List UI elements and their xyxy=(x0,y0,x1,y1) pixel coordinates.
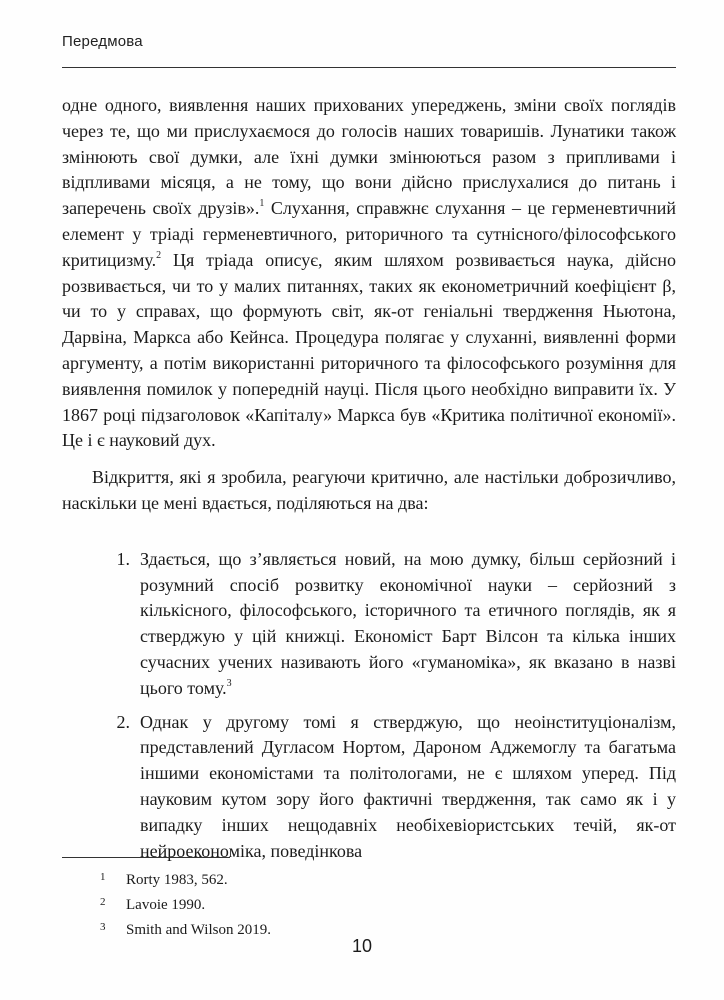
footnote-mark: 2 xyxy=(100,896,106,908)
list-item-number: 1. xyxy=(116,548,130,569)
footnote-text: Smith and Wilson 2019. xyxy=(126,922,271,938)
list-item xyxy=(62,710,676,865)
footnote-rule xyxy=(62,857,230,858)
list-item xyxy=(62,547,676,702)
body-text xyxy=(62,93,676,872)
page-number: 10 xyxy=(351,936,373,956)
footnote-ref-3[interactable]: 3 xyxy=(226,677,232,689)
list-item-body: Однак у другому томі я стверджую, що неоінституціоналізм, представлений Дугласом Нортом, Дароном Аджемоглу та багатьма іншими економістами та політологами, не є шляхом уперед. Під науковим кутом зору його фактичні твердження, так само як і у випадку інших нещодавніх необіхевіористських течій, як-от нейроекономіка, поведінкова xyxy=(140,711,676,861)
list-item-text xyxy=(140,710,676,865)
list-item-body: Здається, що з’являється новий, на мою думку, більш серйозний і розумний спосіб розвитку економічної науки – серйозний з кількісного, філософського, історичного та етичного поглядів, як я стверджую у цій книжці. Економіст Барт Вілсон та кілька інших сучасних учених називають його «гуманоміка», як вказано в назві цього тому. xyxy=(140,548,676,698)
footnote-ref-2[interactable]: 2 xyxy=(156,249,162,261)
numbered-list xyxy=(62,547,676,865)
footnotes xyxy=(100,868,271,943)
paragraph-1 xyxy=(62,93,676,454)
running-header: Передмова xyxy=(62,33,143,50)
footnote-ref-1[interactable]: 1 xyxy=(259,198,265,210)
header-rule xyxy=(62,67,676,68)
paragraph-1-part-b: Слухання, справжнє слухання – це герменевтичний елемент у тріаді герменевтичного, риторичного та сутнісного/філософського критицизму. xyxy=(62,198,676,270)
paragraph-2: Відкриття, які я зробила, реагуючи критично, але настільки доброзичливо, наскільки це мені вдається, поділяються на два: xyxy=(62,467,676,513)
footnote-text: Lavoie 1990. xyxy=(126,897,206,913)
paragraph-1-part-a: одне одного, виявлення наших прихованих упереджень, зміни своїх поглядів через те, що ми прислухаємося до голосів наших товаришів. Лунатики також змінюють свої думки, але їхні думки змінюються разом з припливами і відпливами місяця, а не тому, що вони дійсно прислухалися до питань і заперечень своїх друзів». xyxy=(62,95,676,219)
list-item-number: 2. xyxy=(116,711,130,732)
list-item-text xyxy=(140,547,676,702)
footnote-mark: 1 xyxy=(100,871,106,883)
paragraph-1-part-c: Ця тріада описує, яким шляхом розвивається наука, дійсно розвивається, чи то у малих питаннях, таких як економетричний коефіцієнт β, чи то у справах, що формують світ, як-от геніальні твердження Ньютона, Дарвіна, Маркса або Кейнса. Процедура полягає у слуханні, виявленні форми аргументу, а потім використанні риторичного та філософського розуміння для виявлення помилок у попередній науці. Після цього необхідно виправити їх. У 1867 році підзаголовок «Капіталу» Маркса був «Критика політичної економії». Це і є науковий дух. xyxy=(62,249,676,451)
footnote-mark: 3 xyxy=(100,921,106,933)
footnote-text: Rorty 1983, 562. xyxy=(126,872,228,888)
